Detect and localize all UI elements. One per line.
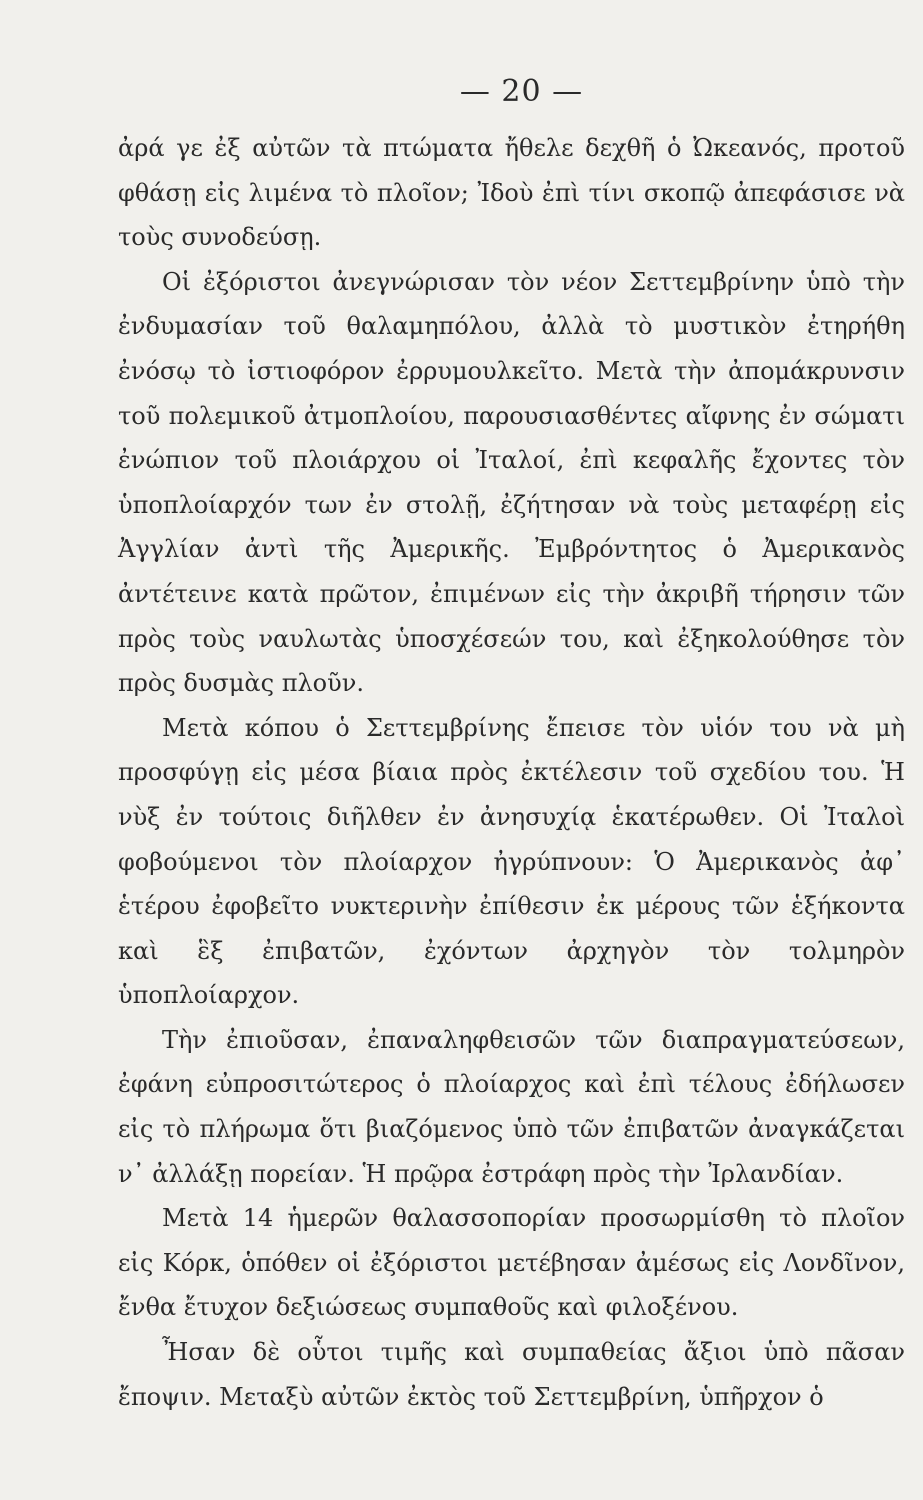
paragraph-3: Μετὰ κόπου ὁ Σεττεμβρίνης ἔπεισε τὸν υἱόν του νὰ μὴ προσφύγῃ εἰς μέσα βίαια πρὸς ἐκτέλεσιν τοῦ σχεδίου του. Ἡ νὺξ ἐν τούτοις διῆλθεν ἐν ἀνησυχίᾳ ἑκατέρωθεν. Οἱ Ἰταλοὶ φοβούμενοι τὸν πλοίαρχον ἠγρύπνουν: Ὁ Ἀμερικανὸς ἀφ᾽ ἑτέρου ἐφοβεῖτο νυκτερινὴν ἐπίθεσιν ἐκ μέρους τῶν ἑξήκοντα καὶ ἓξ ἐπιβατῶν, ἐχόντων ἀρχηγὸν τὸν τολμηρὸν ὑποπλοίαρχον. — [118, 713, 905, 1010]
paragraph-1: ἀρά γε ἐξ αὐτῶν τὰ πτώματα ἤθελε δεχθῆ ὁ Ὠκεανός, προτοῦ φθάσῃ εἰς λιμένα τὸ πλοῖον; Ἰδοὺ ἐπὶ τίνι σκοπῷ ἀπεφάσισε νὰ τοὺς συνοδεύσῃ. — [118, 134, 905, 252]
paragraph-5: Μετὰ 14 ἡμερῶν θαλασσοπορίαν προσωρμίσθη τὸ πλοῖον εἰς Κόρκ, ὁπόθεν οἱ ἐξόριστοι μετέβησαν ἀμέσως εἰς Λονδῖνον, ἔνθα ἔτυχον δεξιώσεως συμπαθοῦς καὶ φιλοξένου. — [118, 1204, 905, 1322]
body-text — [118, 126, 905, 1419]
paragraph-2: Οἱ ἐξόριστοι ἀνεγνώρισαν τὸν νέον Σεττεμβρίνην ὑπὸ τὴν ἐνδυμασίαν τοῦ θαλαμηπόλου, ἀλλὰ τὸ μυστικὸν ἐτηρήθη ἐνόσῳ τὸ ἱστιοφόρον ἐρρυμουλκεῖτο. Μετὰ τὴν ἀπομάκρυνσιν τοῦ πολεμικοῦ ἀτμοπλοίου, παρουσιασθέντες αἴφνης ἐν σώματι ἐνώπιον τοῦ πλοιάρχου οἱ Ἰταλοί, ἐπὶ κεφαλῆς ἔχοντες τὸν ὑποπλοίαρχόν των ἐν στολῇ, ἐζήτησαν νὰ τοὺς μεταφέρῃ εἰς Ἀγγλίαν ἀντὶ τῆς Ἀμερικῆς. Ἐμβρόντητος ὁ Ἀμερικανὸς ἀντέτεινε κατὰ πρῶτον, ἐπιμένων εἰς τὴν ἀκριβῆ τήρησιν τῶν πρὸς τοὺς ναυλωτὰς ὑποσχέσεών του, καὶ ἐξηκολούθησε τὸν πρὸς δυσμὰς πλοῦν. — [118, 267, 905, 698]
paragraph-4: Τὴν ἐπιοῦσαν, ἐπαναληφθεισῶν τῶν διαπραγματεύσεων, ἐφάνη εὐπροσιτώτερος ὁ πλοίαρχος καὶ ἐπὶ τέλους ἐδήλωσεν εἰς τὸ πλήρωμα ὅτι βιαζόμενος ὑπὸ τῶν ἐπιβατῶν ἀναγκάζεται ν᾽ ἀλλάξῃ πορείαν. Ἡ πρῷρα ἐστράφη πρὸς τὴν Ἰρλανδίαν. — [118, 1025, 905, 1188]
page-number: — 20 — — [459, 74, 584, 109]
paragraph-6: Ἦσαν δὲ οὗτοι τιμῆς καὶ συμπαθείας ἄξιοι ὑπὸ πᾶσαν ἔποψιν. Μεταξὺ αὐτῶν ἐκτὸς τοῦ Σεττεμβρίνη, ὑπῆρχον ὁ — [118, 1338, 905, 1411]
